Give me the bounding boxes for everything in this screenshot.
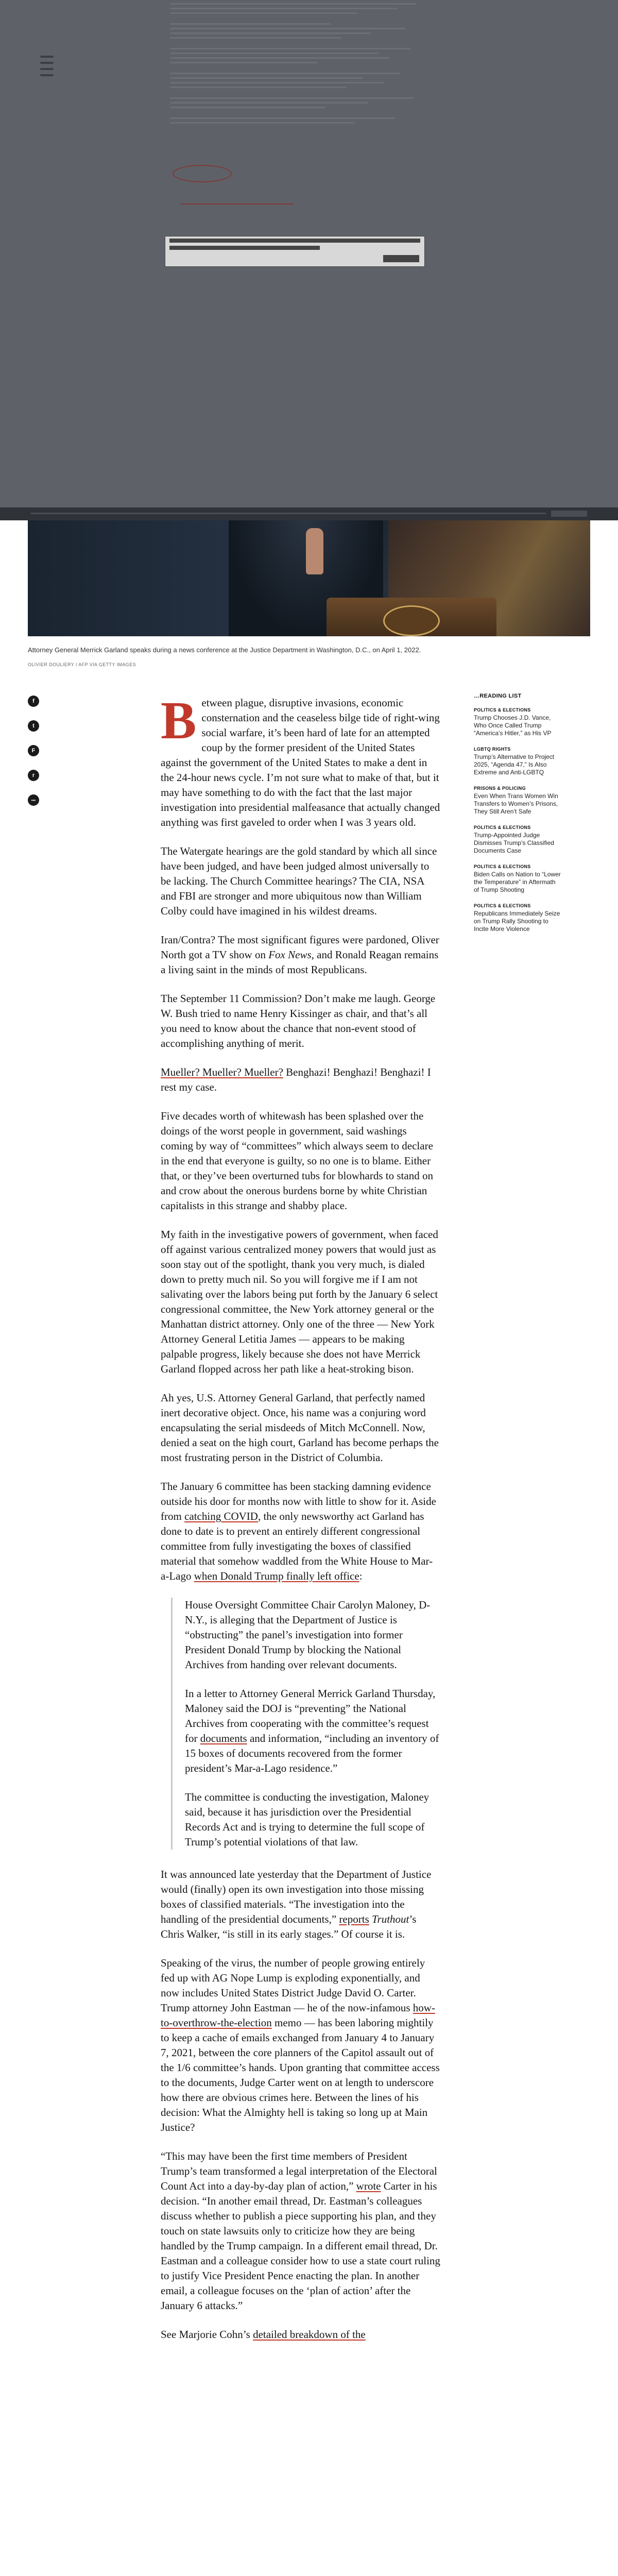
reading-list-item[interactable]	[474, 825, 561, 855]
reading-list-category[interactable]: POLITICS & ELECTIONS	[474, 864, 531, 869]
reading-list-headline[interactable]: Trump’s Alternative to Project 2025, “Agenda 47,” Is Also Extreme and Anti-LGBTQ	[474, 753, 555, 776]
reading-list-item[interactable]	[474, 707, 561, 737]
photo-caption: Attorney General Merrick Garland speaks during a news conference at the Justice Department in Washington, D.C., on April 1, 2022.	[28, 646, 421, 654]
reading-list-category[interactable]: POLITICS & ELECTIONS	[474, 903, 531, 908]
paragraph: Iran/Contra? The most significant figures were pardoned, Oliver North got a TV show on Fox News, and Ronald Reagan remains a living saint in the minds of most Republicans.	[161, 934, 439, 976]
reading-list	[474, 693, 561, 942]
obscured-bottom-banner	[0, 507, 618, 520]
left-office-link[interactable]: when Donald Trump finally left office	[194, 1570, 359, 1582]
facebook-icon[interactable]: f	[28, 696, 39, 707]
reading-list-item[interactable]	[474, 903, 561, 933]
twitter-icon[interactable]: t	[28, 720, 39, 732]
reddit-icon[interactable]: r	[28, 770, 39, 781]
reading-list-item[interactable]	[474, 864, 561, 894]
department-seal	[383, 605, 440, 636]
reading-list-category[interactable]: POLITICS & ELECTIONS	[474, 825, 531, 830]
paragraph: Five decades worth of whitewash has been splashed over the doings of the worst people in government, said washings coming by way of “committees” which always seem to declare in the end that everyone is guilty, so no one is to blame. Either that, or they’ve been overturned tubs for blowhards to stand on and crow about the onerous burdens borne by white Christian capitalists in this strange and shabby place.	[161, 1110, 433, 1212]
reading-list-headline[interactable]: Even When Trans Women Win Transfers to Women’s Prisons, They Still Aren’t Safe	[474, 792, 558, 815]
reading-list-item[interactable]	[474, 786, 561, 816]
modal-backdrop[interactable]	[0, 0, 618, 520]
reading-list-headline[interactable]: Republicans Immediately Seize on Trump Rally Shooting to Incite More Violence	[474, 910, 560, 933]
drop-cap: B	[161, 691, 197, 750]
reading-list-category[interactable]: POLITICS & ELECTIONS	[474, 707, 531, 713]
reading-list-headline[interactable]: Biden Calls on Nation to “Lower the Temperature” in Aftermath of Trump Shooting	[474, 871, 561, 893]
obscured-highlight-ellipse	[173, 165, 232, 182]
obscured-modal-banner	[165, 236, 425, 267]
menu-icon	[40, 52, 58, 101]
obscured-underline	[180, 204, 294, 205]
paragraph: The September 11 Commission? Don’t make me laugh. George W. Bush tried to name Henry Kissinger as chair, and that’s all you need to know about the chance that non-event stood of accomplishing anything of merit.	[161, 992, 436, 1049]
paragraph: Ah yes, U.S. Attorney General Garland, that perfectly named inert decorative object. Once, his name was a conjuring word encapsulating the serial misdeeds of Mitch McConnell. Now, denied a seat on the high court, Garland has become perhaps the most frustrating person in the District of Columbia.	[161, 1392, 439, 1464]
reading-list-category[interactable]: LGBTQ RIGHTS	[474, 747, 511, 752]
obscured-content	[170, 0, 438, 127]
documents-link[interactable]: documents	[200, 1732, 247, 1744]
mueller-link[interactable]: Mueller? Mueller? Mueller?	[161, 1066, 283, 1078]
paragraph: It was announced late yesterday that the Department of Justice would (finally) open its own investigation into those missing boxes of classified materials. “The investigation into the handling of the presidential documents,” reports Truthout’s Chris Walker, “is still in its early stages.” Of course it is.	[161, 1868, 432, 1940]
paragraph: Mueller? Mueller? Mueller? Benghazi! Benghazi! Benghazi! I rest my case.	[161, 1066, 431, 1093]
hero-photo	[28, 520, 590, 636]
more-share-icon[interactable]: •••	[28, 794, 39, 806]
reading-list-item[interactable]	[474, 747, 561, 776]
catching-covid-link[interactable]: catching COVID	[184, 1510, 258, 1522]
flipboard-icon[interactable]: F	[28, 745, 39, 756]
paragraph: Between plague, disruptive invasions, economic consternation and the ceaseless bilge tide of right-wing social warfare, it’s been hard of late for an attempted coup by the former president of the United States against the government of the United States to make a dent in the 24-hour news cycle. I’m not sure what to make of that, but it may have something to do with the fact that the last major investigation into presidential malfeasance that actually changed anything was first gaveled to order when I was 3 years old.	[161, 691, 440, 828]
breakdown-link[interactable]: detailed breakdown of the	[253, 2328, 366, 2341]
overthrow-memo-link[interactable]: how-to-overthrow-the-election	[161, 2002, 435, 2029]
paragraph: The January 6 committee has been stacking damning evidence outside his door for months now with little to show for it. Aside from catching COVID, the only newsworthy act Garland has done to date is to prevent an entirely different congressional committee from fully investigating the boxes of classified material that somehow waddled from the White House to Mar-a-Lago when Donald Trump finally left office:	[161, 1480, 436, 1582]
reports-link[interactable]: reports	[339, 1913, 369, 1925]
share-rail	[28, 696, 40, 819]
quote-paragraph: In a letter to Attorney General Merrick Garland Thursday, Maloney said the DOJ is “preventing” the National Archives from cooperating with the committee’s request for documents and information, “including an inventory of 15 boxes of documents recovered from the former president’s Mar-a-Lago residence.”	[185, 1687, 439, 1774]
reading-list-title: …READING LIST	[474, 693, 522, 699]
block-quote	[171, 1598, 441, 1850]
paragraph: “This may have been the first time members of President Trump’s team transformed a legal interpretation of the Electoral Count Act into a day-by-day plan of action,” wrote Carter in his decision. “In another email thread, Dr. Eastman’s colleagues discuss whether to publish a piece supporting his plan, and they touch on state lawsuits only to criticize how they are being handled by the Trump campaign. In a different email thread, Dr. Eastman and a colleague consider how to use a state court ruling to justify Vice President Pence enacting the plan. In another email, a colleague focuses on the ‘plan of action’ after the January 6 attacks.”	[161, 2150, 440, 2312]
quote-paragraph: House Oversight Committee Chair Carolyn Maloney, D-N.Y., is alleging that the Department of Justice is “obstructing” the panel’s investigation into former President Donald Trump by blocking the National Archives from handing over relevant documents.	[185, 1599, 431, 1671]
paragraph: See Marjorie Cohn’s detailed breakdown of the	[161, 2328, 366, 2341]
reading-list-category[interactable]: PRISONS & POLICING	[474, 786, 526, 791]
paragraph: My faith in the investigative powers of government, when faced off against various centralized money powers that would just as soon stay out of the spotlight, thank you very much, is dialed down to pretty much nil. So you will forgive me if I am not salivating over the labors being put forth by the January 6 select congressional committee, the New York attorney general or the Manhattan district attorney. Only one of the three — New York Attorney General Letitia James — appears to be making palpable progress, likely because she does not have Merrick Garland flopped across her path like a heat-stroking bison.	[161, 1228, 438, 1375]
obscured-modal-button[interactable]	[383, 255, 419, 262]
photo-credit: OLIVIER DOULIERY / AFP VIA GETTY IMAGES	[28, 662, 136, 667]
reading-list-headline[interactable]: Trump Chooses J.D. Vance, Who Once Called Trump “America’s Hitler,” as His VP	[474, 714, 552, 737]
reading-list-headline[interactable]: Trump-Appointed Judge Dismisses Trump’s Classified Documents Case	[474, 832, 554, 854]
obscured-banner-button[interactable]	[551, 511, 587, 517]
paragraph: The Watergate hearings are the gold standard by which all since have been judged, and have been judged almost universally to be lacking. The Church Committee hearings? The CIA, NSA and FBI are stronger and more ubiquitous now than William Colby could have imagined in his wildest dreams.	[161, 845, 437, 917]
quote-paragraph: The committee is conducting the investigation, Maloney said, because it has jurisdiction over the Presidential Records Act and is trying to determine the full scope of Trump’s potential violations of that law.	[185, 1791, 430, 1848]
paragraph: Speaking of the virus, the number of people growing entirely fed up with AG Nope Lump is exploding exponentially, and now includes United States District Judge David O. Carter. Trump attorney John Eastman — he of the now-infamous how-to-overthrow-the-election memo — has been laboring mightily to keep a cache of emails exchanged from January 4 to January 7, 2021, between the core planners of the Capitol assault out of the 1/6 committee’s hands. Upon granting that committee access to the documents, Judge Carter went on at length to underscore how there are obvious crimes here. Between the lines of his decision: What the Almighty hell is taking so long up at Main Justice?	[161, 1957, 440, 2133]
wrote-link[interactable]: wrote	[356, 2180, 381, 2192]
article-body	[161, 691, 441, 2356]
